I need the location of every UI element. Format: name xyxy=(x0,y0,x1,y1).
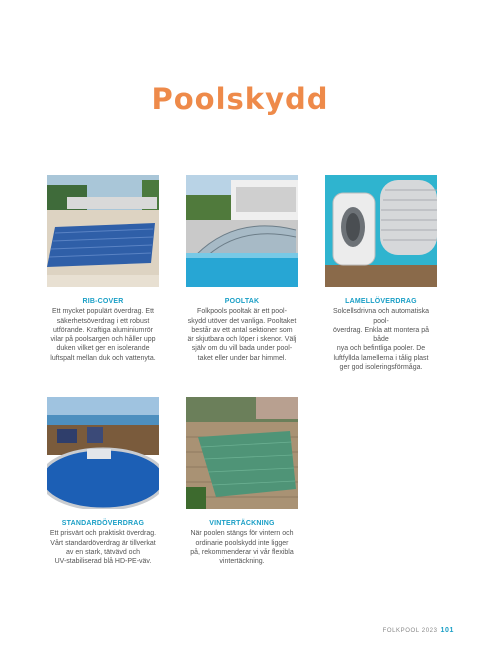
vintertackning-heading: VINTERTÄCKNING xyxy=(209,520,275,527)
rib-cover-heading: RIB-COVER xyxy=(82,298,124,305)
vintertackning-line: ordinarie poolskydd inte ligger xyxy=(195,539,289,547)
rib-cover-line: Ett mycket populärt överdrag. Ett xyxy=(52,308,154,316)
standardoverdrag-heading: STANDARDÖVERDRAG xyxy=(61,520,145,527)
lamelloverdrag-line: Solcellsdrivna och automatiska pool- xyxy=(332,308,430,325)
rib-cover-line: vilar på poolsargen och håller upp xyxy=(50,336,156,344)
pooltak-line: taket eller under bar himmel. xyxy=(197,354,287,362)
rib-cover-line: utförande. Kraftiga aluminiumrör xyxy=(53,326,153,334)
page-footer xyxy=(383,627,454,634)
product-card-vintertackning xyxy=(186,397,298,566)
standardoverdrag-line: av en stark, tätvävd och xyxy=(66,548,140,556)
product-card-lamelloverdrag xyxy=(325,175,437,372)
pooltak-heading: POOLTAK xyxy=(224,298,260,305)
product-card-pooltak xyxy=(186,175,298,363)
product-card-standardoverdrag xyxy=(47,397,159,566)
lamelloverdrag-line: överdrag. Enkla att montera på både xyxy=(332,326,430,344)
rib-cover-line: duken vilket ger en isolerande xyxy=(56,345,150,353)
page-title: Poolskydd xyxy=(151,82,329,116)
rib-cover-line: luftspalt mellan duk och vattenyta. xyxy=(50,354,156,362)
vintertackning-line: När poolen stängs för vintern och xyxy=(190,530,294,538)
standardoverdrag-line: Ett prisvärt och praktiskt överdrag. xyxy=(49,530,157,538)
lamelloverdrag-photo xyxy=(325,175,437,287)
standardoverdrag-line: UV-stabiliserad blå HD-PE-väv. xyxy=(54,558,152,566)
lamelloverdrag-heading: LAMELLÖVERDRAG xyxy=(345,298,417,305)
pooltak-photo xyxy=(186,175,298,287)
rib-cover-line: säkerhetsöverdrag i ett robust xyxy=(56,317,150,325)
lamelloverdrag-line: luftfyllda lamellerna i tålig plast xyxy=(333,354,429,362)
lamelloverdrag-line: ger god isoleringsförmåga. xyxy=(339,364,423,372)
standardoverdrag-line: Vårt standardöverdrag är tillverkat xyxy=(50,539,156,547)
pooltak-line: själv om du vill bada under pool- xyxy=(191,345,293,353)
pooltak-line: Folkpools pooltak är ett pool- xyxy=(197,308,287,316)
vintertackning-photo xyxy=(186,397,298,509)
vintertackning-line: vintertäckning. xyxy=(219,558,265,566)
vintertackning-line: på, rekommenderar vi vår flexibla xyxy=(190,548,294,556)
pooltak-line: skydd utöver det vanliga. Pooltaket xyxy=(187,317,297,325)
product-card-rib-cover xyxy=(47,175,159,363)
lamelloverdrag-line: nya och befintliga pooler. De xyxy=(336,345,426,353)
footer-brand: FOLKPOOL 2023 xyxy=(382,628,438,634)
pooltak-line: består av ett antal sektioner som xyxy=(191,326,293,334)
rib-cover-photo xyxy=(47,175,159,287)
page-number: 101 xyxy=(440,627,454,634)
standardoverdrag-photo xyxy=(47,397,159,509)
pooltak-line: är skjutbara och löper i skenor. Välj xyxy=(187,336,297,344)
